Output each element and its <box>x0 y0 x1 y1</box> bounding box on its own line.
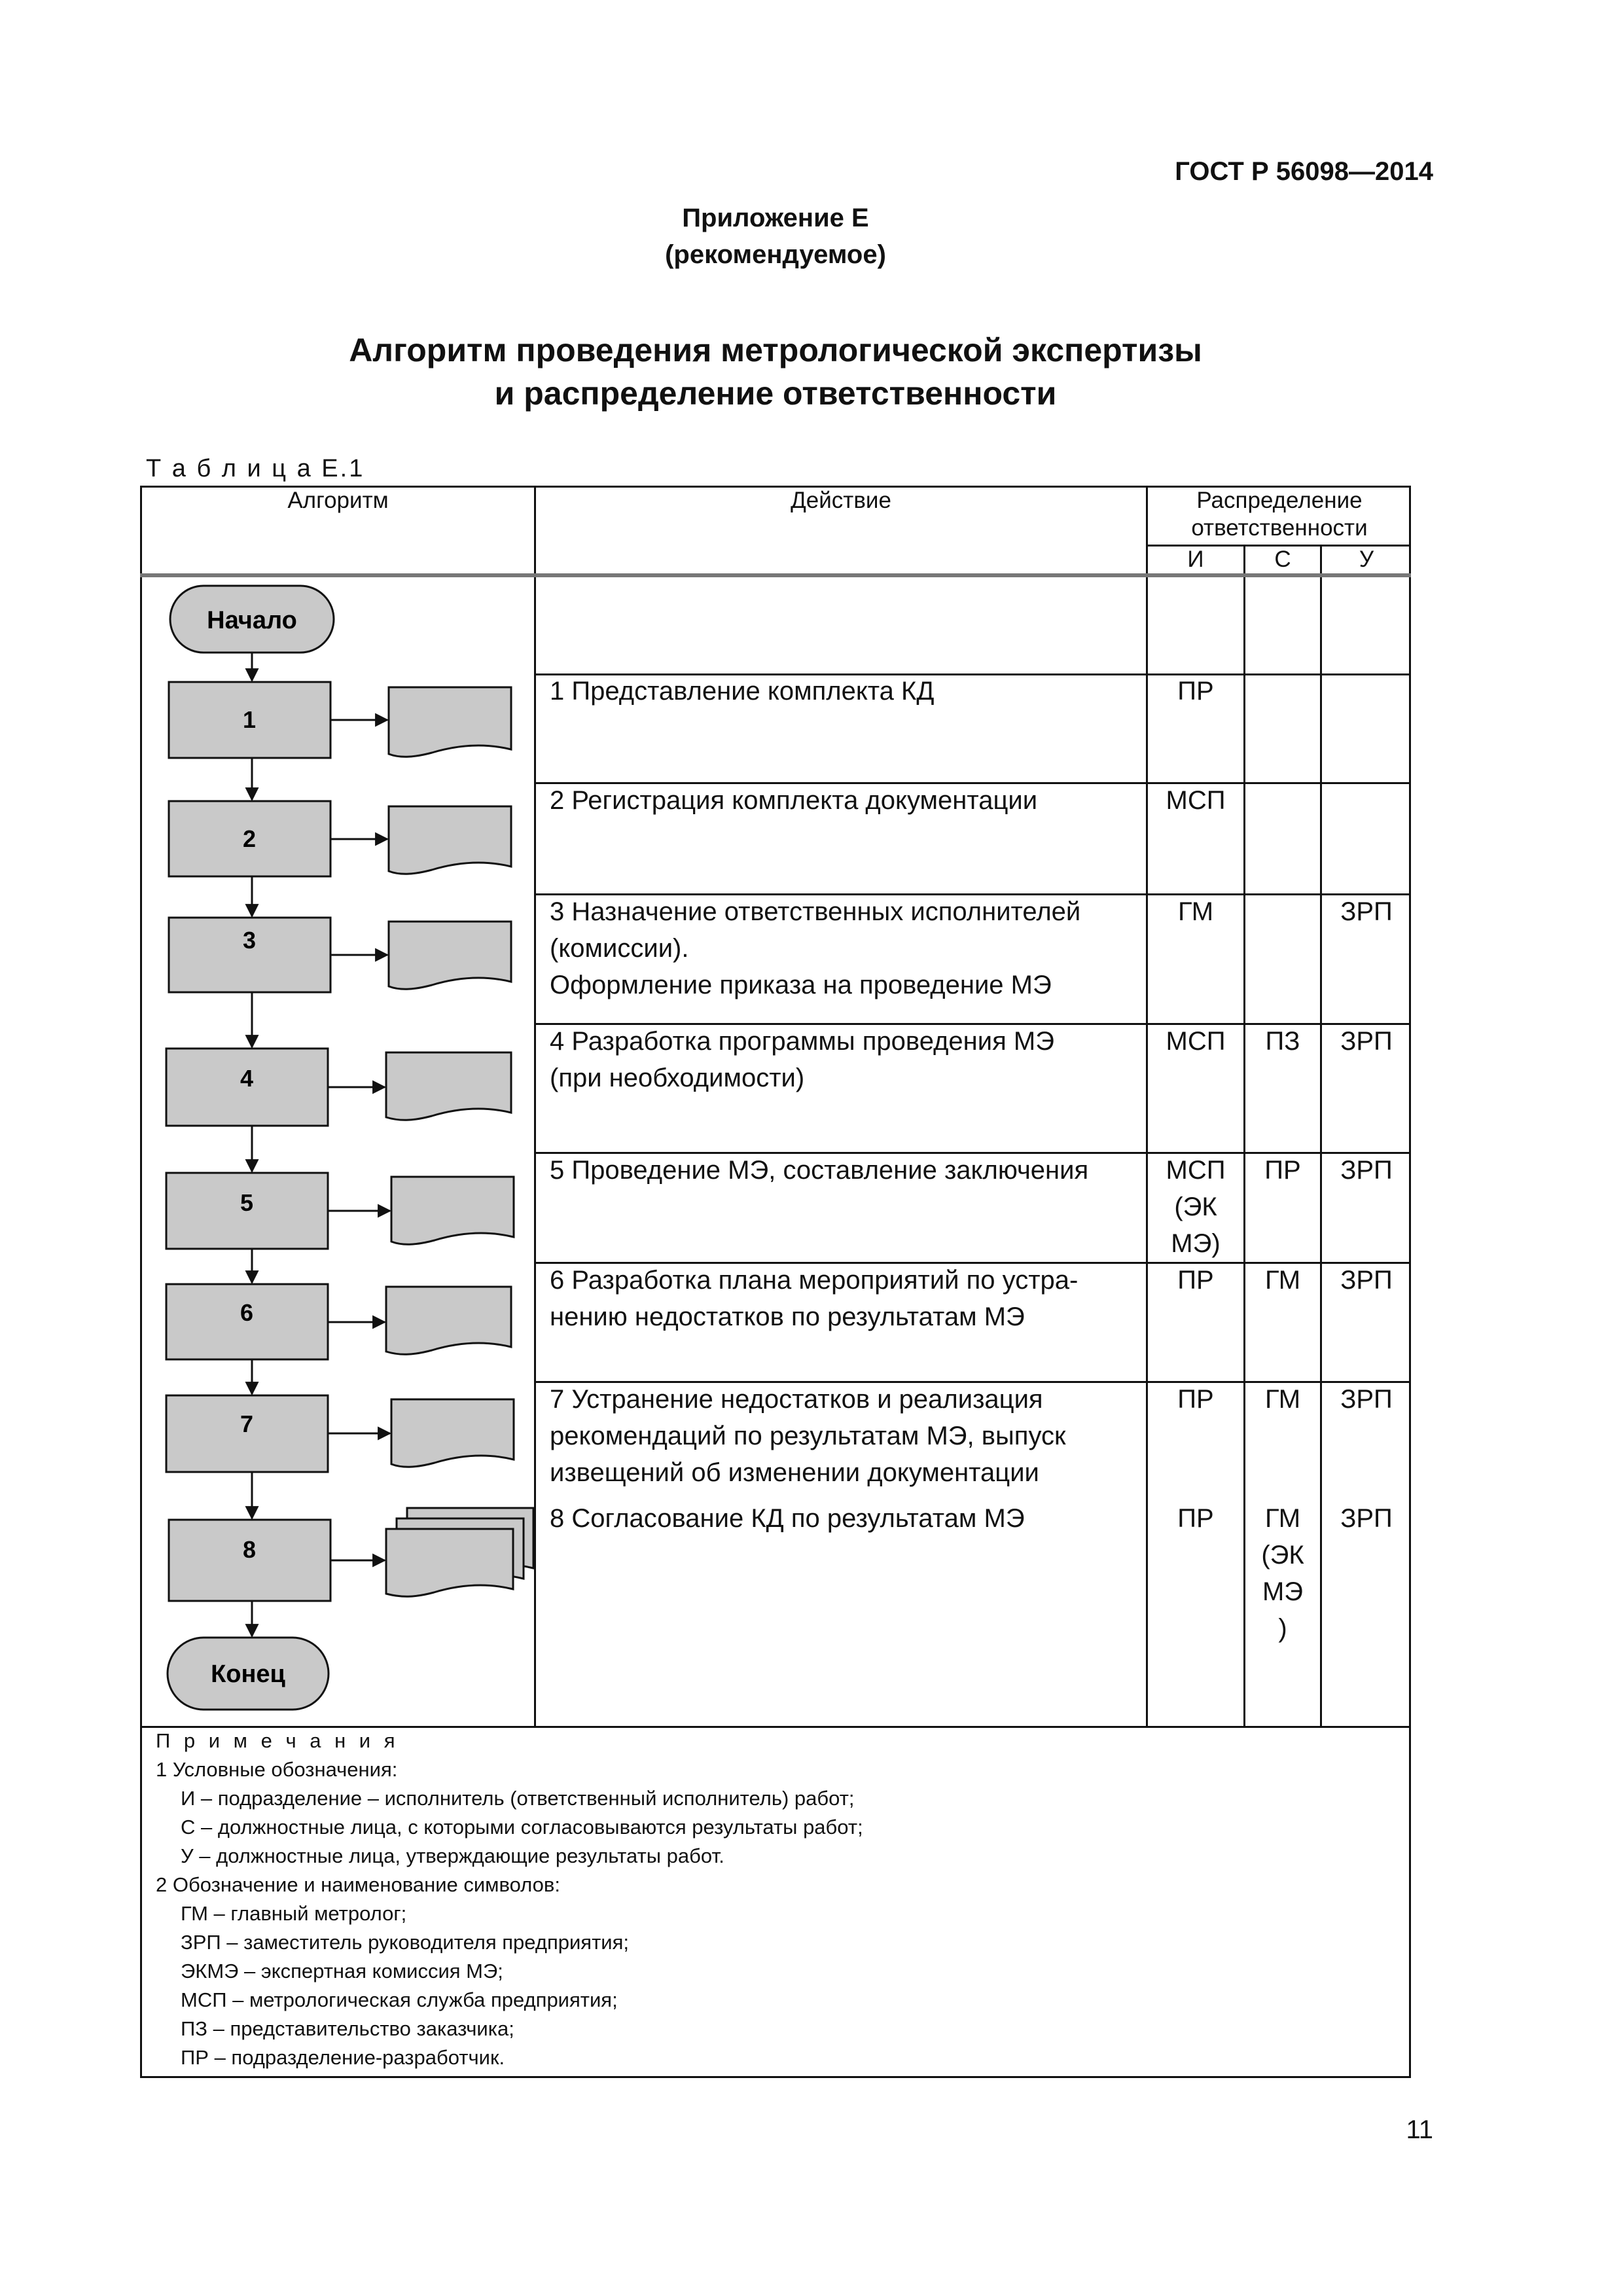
resp-s-7: ГМ <box>1264 1385 1301 1414</box>
notes-heading: П р и м е ч а н и я <box>156 1729 399 1752</box>
document-code: ГОСТ Р 56098—2014 <box>1175 157 1433 186</box>
resp-i-6: ПР <box>1177 1266 1214 1295</box>
resp-i-8: ПР <box>1177 1504 1214 1533</box>
resp-s-4: ПЗ <box>1265 1027 1300 1056</box>
resp-u-3: ЗРП <box>1340 897 1393 926</box>
column-header-i: И <box>1187 547 1204 572</box>
resp-s-8: ГМ (ЭК МЭ ) <box>1261 1504 1304 1643</box>
action-cell-4: 4 Разработка программы проведения МЭ (при необходимости) <box>550 1027 1054 1092</box>
column-header-u: У <box>1359 547 1374 572</box>
start-label: Начало <box>207 607 297 634</box>
action-cell-2: 2 Регистрация комплекта документации <box>550 786 1038 815</box>
page-title-line2: и распределение ответственности <box>494 375 1057 412</box>
document-icon <box>389 922 511 989</box>
notes-symbol-item: ЭКМЭ – экспертная комиссия МЭ; <box>181 1960 503 1982</box>
resp-s-6: ГМ <box>1264 1266 1301 1295</box>
resp-i-4: МСП <box>1166 1027 1226 1056</box>
resp-u-8: ЗРП <box>1340 1504 1393 1533</box>
resp-i-1: ПР <box>1177 677 1214 706</box>
action-cell-7: 7 Устранение недостатков и реализация рекомендаций по результатам МЭ, выпуск извещений об изменении документации <box>550 1385 1066 1487</box>
notes-symbol-item: ГМ – главный метролог; <box>181 1902 407 1925</box>
process-label-5: 5 <box>240 1189 254 1216</box>
resp-i-5: МСП (ЭК МЭ) <box>1166 1156 1226 1258</box>
resp-i-7: ПР <box>1177 1385 1214 1414</box>
document-icon <box>389 806 511 874</box>
notes-symbol-item: ЗРП – заместитель руководителя предприятия; <box>181 1931 629 1954</box>
table-notes <box>156 1727 863 2072</box>
document-icon <box>391 1399 514 1467</box>
page-title-line1: Алгоритм проведения метрологической экспертизы <box>349 332 1202 368</box>
process-label-1: 1 <box>242 706 257 733</box>
process-label-6: 6 <box>240 1299 254 1326</box>
process-label-3: 3 <box>242 927 257 954</box>
document-icon <box>386 1287 511 1354</box>
action-cell-1: 1 Представление комплекта КД <box>550 677 935 706</box>
notes-symbol-item: ПЗ – представительство заказчика; <box>181 2017 514 2040</box>
action-cell-8: 8 Согласование КД по результатам МЭ <box>550 1504 1025 1533</box>
resp-i-2: МСП <box>1166 786 1226 815</box>
resp-i-3: ГМ <box>1177 897 1214 926</box>
resp-u-4: ЗРП <box>1340 1027 1393 1056</box>
notes-symbol-item: ПР – подразделение-разработчик. <box>181 2046 505 2069</box>
notes-symbol-item: МСП – метрологическая служба предприятия; <box>181 1988 618 2011</box>
notes-legend-title: 1 Условные обозначения: <box>156 1758 398 1781</box>
resp-s-5: ПР <box>1264 1156 1301 1185</box>
column-header-responsibility: Распределение ответственности <box>1191 488 1368 541</box>
multi-document-icon <box>386 1508 533 1596</box>
table-label: Т а б л и ц а Е.1 <box>146 455 365 482</box>
column-header-action: Действие <box>791 488 891 513</box>
notes-legend-item: И – подразделение – исполнитель (ответственный исполнитель) работ; <box>181 1787 855 1810</box>
end-label: Конец <box>211 1660 285 1688</box>
appendix-status: (рекомендуемое) <box>665 240 886 269</box>
resp-u-7: ЗРП <box>1340 1385 1393 1414</box>
notes-legend-item: С – должностные лица, с которыми согласовываются результаты работ; <box>181 1816 863 1839</box>
column-header-algorithm: Алгоритм <box>287 488 389 513</box>
column-header-s: С <box>1274 547 1291 572</box>
resp-u-5: ЗРП <box>1340 1156 1393 1185</box>
resp-u-6: ЗРП <box>1340 1266 1393 1295</box>
process-label-8: 8 <box>242 1536 257 1563</box>
notes-legend-item: У – должностные лица, утверждающие результаты работ. <box>181 1844 724 1867</box>
appendix-title: Приложение Е <box>682 204 869 232</box>
document-icon <box>389 687 511 757</box>
process-label-2: 2 <box>242 825 257 852</box>
notes-symbols-title: 2 Обозначение и наименование символов: <box>156 1873 560 1896</box>
page-number: 11 <box>1406 2115 1433 2144</box>
action-cell-3: 3 Назначение ответственных исполнителей (комиссии). Оформление приказа на проведение МЭ <box>550 897 1081 999</box>
action-cell-5: 5 Проведение МЭ, составление заключения <box>550 1156 1089 1185</box>
action-cell-6: 6 Разработка плана мероприятий по устра- нению недостатков по результатам МЭ <box>550 1266 1079 1331</box>
process-label-4: 4 <box>240 1065 254 1092</box>
document-icon <box>386 1052 511 1120</box>
document-icon <box>391 1177 514 1244</box>
process-label-7: 7 <box>240 1410 254 1437</box>
